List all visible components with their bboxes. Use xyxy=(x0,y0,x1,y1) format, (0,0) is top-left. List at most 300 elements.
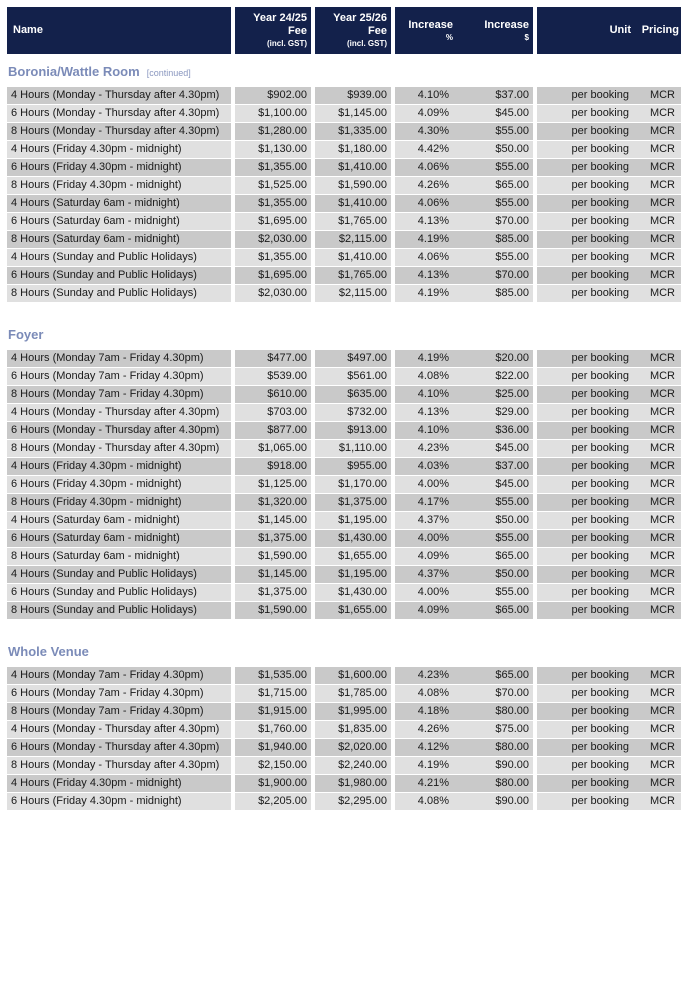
cell-fee-25-26: $1,110.00 xyxy=(315,440,391,458)
table-row xyxy=(7,249,681,267)
header-year2-line1: Year 25/26 xyxy=(333,12,387,24)
cell-unit: per booking xyxy=(537,422,635,440)
cell-fee-24-25: $1,065.00 xyxy=(235,440,311,458)
cell-increase-percent: 4.09% xyxy=(395,105,457,123)
table-row xyxy=(7,141,681,159)
cell-increase-dollar: $90.00 xyxy=(457,793,533,811)
cell-fee-25-26: $561.00 xyxy=(315,368,391,386)
cell-increase-percent: 4.08% xyxy=(395,368,457,386)
cell-fee-25-26: $497.00 xyxy=(315,350,391,368)
table-row xyxy=(7,386,681,404)
cell-unit: per booking xyxy=(537,123,635,141)
cell-pricing: MCR xyxy=(635,602,681,620)
cell-fee-24-25: $1,375.00 xyxy=(235,584,311,602)
cell-increase-percent: 4.21% xyxy=(395,775,457,793)
cell-increase-dollar: $50.00 xyxy=(457,512,533,530)
cell-pricing: MCR xyxy=(635,793,681,811)
cell-fee-24-25: $477.00 xyxy=(235,350,311,368)
cell-fee-24-25: $1,355.00 xyxy=(235,195,311,213)
cell-fee-25-26: $939.00 xyxy=(315,87,391,105)
cell-unit: per booking xyxy=(537,195,635,213)
cell-increase-percent: 4.37% xyxy=(395,512,457,530)
cell-increase-percent: 4.08% xyxy=(395,685,457,703)
header-inc-pct-sub: % xyxy=(445,32,453,42)
cell-name: 8 Hours (Monday 7am - Friday 4.30pm) xyxy=(7,386,231,404)
cell-pricing: MCR xyxy=(635,685,681,703)
table-header xyxy=(7,7,681,54)
section-header xyxy=(7,54,681,87)
cell-increase-percent: 4.06% xyxy=(395,249,457,267)
section-spacer xyxy=(7,620,681,634)
cell-increase-dollar: $55.00 xyxy=(457,530,533,548)
cell-fee-24-25: $918.00 xyxy=(235,458,311,476)
cell-pricing: MCR xyxy=(635,404,681,422)
cell-pricing: MCR xyxy=(635,177,681,195)
cell-name: 8 Hours (Monday - Thursday after 4.30pm) xyxy=(7,440,231,458)
cell-increase-dollar: $80.00 xyxy=(457,703,533,721)
table-row xyxy=(7,548,681,566)
table-row xyxy=(7,739,681,757)
cell-fee-24-25: $1,145.00 xyxy=(235,566,311,584)
cell-fee-25-26: $635.00 xyxy=(315,386,391,404)
cell-pricing: MCR xyxy=(635,739,681,757)
cell-pricing: MCR xyxy=(635,566,681,584)
cell-unit: per booking xyxy=(537,775,635,793)
cell-pricing: MCR xyxy=(635,105,681,123)
table-row xyxy=(7,512,681,530)
cell-fee-24-25: $1,535.00 xyxy=(235,667,311,685)
cell-increase-percent: 4.00% xyxy=(395,530,457,548)
cell-increase-percent: 4.19% xyxy=(395,350,457,368)
cell-pricing: MCR xyxy=(635,476,681,494)
cell-increase-dollar: $37.00 xyxy=(457,458,533,476)
cell-name: 6 Hours (Sunday and Public Holidays) xyxy=(7,267,231,285)
cell-fee-25-26: $2,020.00 xyxy=(315,739,391,757)
cell-unit: per booking xyxy=(537,584,635,602)
cell-unit: per booking xyxy=(537,739,635,757)
cell-name: 6 Hours (Monday - Thursday after 4.30pm) xyxy=(7,105,231,123)
cell-unit: per booking xyxy=(537,494,635,512)
cell-fee-25-26: $1,430.00 xyxy=(315,530,391,548)
cell-fee-24-25: $1,375.00 xyxy=(235,530,311,548)
cell-fee-24-25: $1,590.00 xyxy=(235,602,311,620)
cell-name: 8 Hours (Monday - Thursday after 4.30pm) xyxy=(7,757,231,775)
cell-unit: per booking xyxy=(537,602,635,620)
header-year2-line2: Fee xyxy=(368,25,387,37)
cell-unit: per booking xyxy=(537,793,635,811)
cell-increase-dollar: $36.00 xyxy=(457,422,533,440)
cell-pricing: MCR xyxy=(635,458,681,476)
cell-name: 6 Hours (Saturday 6am - midnight) xyxy=(7,530,231,548)
cell-increase-percent: 4.23% xyxy=(395,440,457,458)
cell-fee-25-26: $1,785.00 xyxy=(315,685,391,703)
cell-fee-25-26: $1,430.00 xyxy=(315,584,391,602)
cell-name: 8 Hours (Saturday 6am - midnight) xyxy=(7,548,231,566)
table-row xyxy=(7,87,681,105)
cell-fee-24-25: $902.00 xyxy=(235,87,311,105)
cell-fee-24-25: $1,320.00 xyxy=(235,494,311,512)
header-increase-dollar xyxy=(457,7,533,54)
cell-fee-25-26: $1,195.00 xyxy=(315,566,391,584)
cell-pricing: MCR xyxy=(635,350,681,368)
cell-increase-dollar: $75.00 xyxy=(457,721,533,739)
cell-fee-25-26: $1,180.00 xyxy=(315,141,391,159)
cell-fee-25-26: $1,335.00 xyxy=(315,123,391,141)
cell-unit: per booking xyxy=(537,285,635,303)
cell-name: 6 Hours (Friday 4.30pm - midnight) xyxy=(7,159,231,177)
cell-pricing: MCR xyxy=(635,530,681,548)
cell-fee-25-26: $1,410.00 xyxy=(315,195,391,213)
cell-fee-25-26: $1,995.00 xyxy=(315,703,391,721)
cell-unit: per booking xyxy=(537,141,635,159)
cell-increase-percent: 4.30% xyxy=(395,123,457,141)
table-row xyxy=(7,440,681,458)
cell-increase-percent: 4.19% xyxy=(395,757,457,775)
header-pricing: Pricing xyxy=(635,7,681,54)
header-year1-line2: Fee xyxy=(288,25,307,37)
cell-name: 4 Hours (Friday 4.30pm - midnight) xyxy=(7,458,231,476)
cell-fee-25-26: $1,765.00 xyxy=(315,213,391,231)
header-name: Name xyxy=(7,7,231,54)
cell-pricing: MCR xyxy=(635,775,681,793)
cell-increase-dollar: $55.00 xyxy=(457,584,533,602)
table-row xyxy=(7,793,681,811)
cell-unit: per booking xyxy=(537,721,635,739)
cell-increase-dollar: $25.00 xyxy=(457,386,533,404)
cell-increase-dollar: $55.00 xyxy=(457,195,533,213)
table-row xyxy=(7,458,681,476)
cell-fee-25-26: $732.00 xyxy=(315,404,391,422)
cell-name: 6 Hours (Sunday and Public Holidays) xyxy=(7,584,231,602)
section-title: Boronia/Wattle Room xyxy=(8,64,140,79)
cell-name: 4 Hours (Saturday 6am - midnight) xyxy=(7,512,231,530)
cell-increase-dollar: $65.00 xyxy=(457,602,533,620)
table-row xyxy=(7,195,681,213)
cell-name: 4 Hours (Friday 4.30pm - midnight) xyxy=(7,775,231,793)
cell-fee-24-25: $1,695.00 xyxy=(235,213,311,231)
cell-fee-24-25: $1,940.00 xyxy=(235,739,311,757)
cell-name: 4 Hours (Monday - Thursday after 4.30pm) xyxy=(7,87,231,105)
cell-name: 8 Hours (Monday 7am - Friday 4.30pm) xyxy=(7,703,231,721)
cell-increase-percent: 4.12% xyxy=(395,739,457,757)
table-body xyxy=(7,54,681,811)
cell-fee-24-25: $1,715.00 xyxy=(235,685,311,703)
header-inc-usd-sub: $ xyxy=(524,32,529,42)
table-row xyxy=(7,775,681,793)
cell-fee-24-25: $1,355.00 xyxy=(235,249,311,267)
cell-increase-percent: 4.13% xyxy=(395,267,457,285)
table-row xyxy=(7,404,681,422)
table-row xyxy=(7,159,681,177)
cell-fee-24-25: $2,030.00 xyxy=(235,231,311,249)
cell-increase-dollar: $65.00 xyxy=(457,548,533,566)
table-row xyxy=(7,105,681,123)
cell-unit: per booking xyxy=(537,368,635,386)
cell-increase-dollar: $45.00 xyxy=(457,476,533,494)
cell-fee-25-26: $1,195.00 xyxy=(315,512,391,530)
cell-increase-dollar: $45.00 xyxy=(457,440,533,458)
cell-increase-dollar: $50.00 xyxy=(457,141,533,159)
section-title: Whole Venue xyxy=(8,644,89,659)
cell-unit: per booking xyxy=(537,105,635,123)
cell-increase-dollar: $80.00 xyxy=(457,775,533,793)
cell-name: 4 Hours (Sunday and Public Holidays) xyxy=(7,249,231,267)
header-year2-sub: (incl. GST) xyxy=(347,39,387,48)
cell-increase-percent: 4.17% xyxy=(395,494,457,512)
cell-increase-percent: 4.37% xyxy=(395,566,457,584)
cell-increase-percent: 4.06% xyxy=(395,159,457,177)
cell-pricing: MCR xyxy=(635,494,681,512)
cell-increase-percent: 4.00% xyxy=(395,584,457,602)
cell-name: 6 Hours (Monday - Thursday after 4.30pm) xyxy=(7,422,231,440)
table-row xyxy=(7,566,681,584)
table-row xyxy=(7,123,681,141)
cell-name: 8 Hours (Friday 4.30pm - midnight) xyxy=(7,494,231,512)
cell-name: 4 Hours (Friday 4.30pm - midnight) xyxy=(7,141,231,159)
table-row xyxy=(7,530,681,548)
cell-unit: per booking xyxy=(537,703,635,721)
cell-pricing: MCR xyxy=(635,757,681,775)
fees-table xyxy=(7,7,681,811)
cell-increase-percent: 4.00% xyxy=(395,476,457,494)
header-unit: Unit xyxy=(537,7,635,54)
cell-increase-dollar: $37.00 xyxy=(457,87,533,105)
cell-fee-24-25: $1,100.00 xyxy=(235,105,311,123)
cell-unit: per booking xyxy=(537,667,635,685)
cell-increase-percent: 4.18% xyxy=(395,703,457,721)
cell-name: 4 Hours (Saturday 6am - midnight) xyxy=(7,195,231,213)
cell-unit: per booking xyxy=(537,476,635,494)
cell-fee-24-25: $1,760.00 xyxy=(235,721,311,739)
table-row xyxy=(7,213,681,231)
cell-unit: per booking xyxy=(537,87,635,105)
cell-increase-percent: 4.13% xyxy=(395,404,457,422)
section-header xyxy=(7,317,681,350)
cell-fee-24-25: $1,355.00 xyxy=(235,159,311,177)
cell-pricing: MCR xyxy=(635,213,681,231)
cell-increase-percent: 4.06% xyxy=(395,195,457,213)
cell-name: 8 Hours (Sunday and Public Holidays) xyxy=(7,285,231,303)
cell-pricing: MCR xyxy=(635,141,681,159)
cell-fee-24-25: $1,695.00 xyxy=(235,267,311,285)
cell-increase-dollar: $90.00 xyxy=(457,757,533,775)
cell-fee-24-25: $1,525.00 xyxy=(235,177,311,195)
cell-fee-24-25: $1,280.00 xyxy=(235,123,311,141)
cell-unit: per booking xyxy=(537,458,635,476)
cell-fee-25-26: $1,655.00 xyxy=(315,548,391,566)
table-row xyxy=(7,584,681,602)
cell-fee-25-26: $1,410.00 xyxy=(315,249,391,267)
cell-pricing: MCR xyxy=(635,584,681,602)
cell-name: 4 Hours (Monday 7am - Friday 4.30pm) xyxy=(7,350,231,368)
cell-increase-dollar: $55.00 xyxy=(457,123,533,141)
cell-pricing: MCR xyxy=(635,548,681,566)
cell-increase-percent: 4.10% xyxy=(395,87,457,105)
cell-name: 6 Hours (Monday - Thursday after 4.30pm) xyxy=(7,739,231,757)
cell-increase-dollar: $20.00 xyxy=(457,350,533,368)
table-row xyxy=(7,476,681,494)
cell-increase-percent: 4.10% xyxy=(395,422,457,440)
cell-increase-dollar: $70.00 xyxy=(457,213,533,231)
header-year-25-26 xyxy=(315,7,391,54)
cell-fee-24-25: $1,590.00 xyxy=(235,548,311,566)
cell-increase-percent: 4.03% xyxy=(395,458,457,476)
cell-unit: per booking xyxy=(537,512,635,530)
cell-increase-dollar: $85.00 xyxy=(457,285,533,303)
cell-increase-dollar: $55.00 xyxy=(457,249,533,267)
cell-fee-25-26: $1,145.00 xyxy=(315,105,391,123)
cell-pricing: MCR xyxy=(635,159,681,177)
cell-name: 8 Hours (Monday - Thursday after 4.30pm) xyxy=(7,123,231,141)
cell-increase-dollar: $70.00 xyxy=(457,267,533,285)
cell-increase-percent: 4.08% xyxy=(395,793,457,811)
cell-increase-dollar: $22.00 xyxy=(457,368,533,386)
cell-pricing: MCR xyxy=(635,721,681,739)
header-increase-percent xyxy=(395,7,457,54)
section-title: Foyer xyxy=(8,327,44,342)
cell-pricing: MCR xyxy=(635,667,681,685)
cell-name: 4 Hours (Monday - Thursday after 4.30pm) xyxy=(7,721,231,739)
cell-increase-dollar: $29.00 xyxy=(457,404,533,422)
cell-fee-25-26: $1,590.00 xyxy=(315,177,391,195)
header-year1-sub: (incl. GST) xyxy=(267,39,307,48)
cell-increase-percent: 4.19% xyxy=(395,285,457,303)
cell-name: 4 Hours (Sunday and Public Holidays) xyxy=(7,566,231,584)
cell-fee-25-26: $1,655.00 xyxy=(315,602,391,620)
cell-fee-24-25: $1,130.00 xyxy=(235,141,311,159)
cell-unit: per booking xyxy=(537,440,635,458)
cell-unit: per booking xyxy=(537,566,635,584)
cell-fee-25-26: $1,375.00 xyxy=(315,494,391,512)
cell-pricing: MCR xyxy=(635,195,681,213)
cell-fee-24-25: $1,900.00 xyxy=(235,775,311,793)
cell-fee-25-26: $2,295.00 xyxy=(315,793,391,811)
table-row xyxy=(7,602,681,620)
cell-increase-percent: 4.42% xyxy=(395,141,457,159)
cell-pricing: MCR xyxy=(635,123,681,141)
fees-document xyxy=(7,7,677,811)
cell-unit: per booking xyxy=(537,177,635,195)
cell-fee-24-25: $1,125.00 xyxy=(235,476,311,494)
cell-name: 6 Hours (Monday 7am - Friday 4.30pm) xyxy=(7,368,231,386)
cell-pricing: MCR xyxy=(635,87,681,105)
cell-fee-25-26: $913.00 xyxy=(315,422,391,440)
table-row xyxy=(7,177,681,195)
cell-increase-dollar: $55.00 xyxy=(457,159,533,177)
section-spacer xyxy=(7,303,681,317)
cell-unit: per booking xyxy=(537,386,635,404)
cell-pricing: MCR xyxy=(635,422,681,440)
cell-increase-percent: 4.23% xyxy=(395,667,457,685)
cell-pricing: MCR xyxy=(635,285,681,303)
table-row xyxy=(7,267,681,285)
cell-unit: per booking xyxy=(537,757,635,775)
cell-fee-25-26: $1,765.00 xyxy=(315,267,391,285)
cell-increase-dollar: $70.00 xyxy=(457,685,533,703)
cell-unit: per booking xyxy=(537,249,635,267)
table-row xyxy=(7,667,681,685)
cell-fee-25-26: $2,115.00 xyxy=(315,231,391,249)
table-row xyxy=(7,721,681,739)
cell-fee-25-26: $2,240.00 xyxy=(315,757,391,775)
section-continued-note: [continued] xyxy=(146,68,191,78)
cell-fee-24-25: $1,145.00 xyxy=(235,512,311,530)
cell-name: 6 Hours (Friday 4.30pm - midnight) xyxy=(7,793,231,811)
header-year1-line1: Year 24/25 xyxy=(253,12,307,24)
cell-unit: per booking xyxy=(537,231,635,249)
cell-unit: per booking xyxy=(537,267,635,285)
cell-name: 4 Hours (Monday 7am - Friday 4.30pm) xyxy=(7,667,231,685)
section-header xyxy=(7,634,681,667)
cell-fee-24-25: $2,030.00 xyxy=(235,285,311,303)
cell-fee-24-25: $2,205.00 xyxy=(235,793,311,811)
table-row xyxy=(7,494,681,512)
table-row xyxy=(7,231,681,249)
cell-pricing: MCR xyxy=(635,703,681,721)
cell-increase-dollar: $65.00 xyxy=(457,177,533,195)
cell-fee-24-25: $877.00 xyxy=(235,422,311,440)
cell-increase-percent: 4.10% xyxy=(395,386,457,404)
cell-unit: per booking xyxy=(537,213,635,231)
cell-fee-24-25: $1,915.00 xyxy=(235,703,311,721)
cell-increase-dollar: $55.00 xyxy=(457,494,533,512)
cell-increase-percent: 4.09% xyxy=(395,602,457,620)
cell-increase-dollar: $85.00 xyxy=(457,231,533,249)
cell-increase-dollar: $50.00 xyxy=(457,566,533,584)
cell-fee-25-26: $1,600.00 xyxy=(315,667,391,685)
cell-pricing: MCR xyxy=(635,368,681,386)
table-row xyxy=(7,350,681,368)
cell-pricing: MCR xyxy=(635,440,681,458)
cell-unit: per booking xyxy=(537,548,635,566)
header-inc-pct-line1: Increase xyxy=(408,18,453,31)
cell-pricing: MCR xyxy=(635,512,681,530)
cell-increase-percent: 4.26% xyxy=(395,721,457,739)
cell-name: 4 Hours (Monday - Thursday after 4.30pm) xyxy=(7,404,231,422)
header-year-24-25 xyxy=(235,7,311,54)
cell-increase-percent: 4.13% xyxy=(395,213,457,231)
cell-increase-dollar: $45.00 xyxy=(457,105,533,123)
table-row xyxy=(7,422,681,440)
cell-name: 6 Hours (Monday 7am - Friday 4.30pm) xyxy=(7,685,231,703)
cell-fee-24-25: $539.00 xyxy=(235,368,311,386)
cell-fee-25-26: $1,980.00 xyxy=(315,775,391,793)
cell-name: 6 Hours (Saturday 6am - midnight) xyxy=(7,213,231,231)
cell-fee-25-26: $1,835.00 xyxy=(315,721,391,739)
cell-increase-dollar: $80.00 xyxy=(457,739,533,757)
table-row xyxy=(7,703,681,721)
table-row xyxy=(7,685,681,703)
cell-unit: per booking xyxy=(537,530,635,548)
cell-pricing: MCR xyxy=(635,386,681,404)
cell-fee-24-25: $2,150.00 xyxy=(235,757,311,775)
cell-increase-percent: 4.09% xyxy=(395,548,457,566)
header-inc-usd-line1: Increase xyxy=(484,18,529,31)
cell-unit: per booking xyxy=(537,404,635,422)
cell-increase-percent: 4.26% xyxy=(395,177,457,195)
cell-unit: per booking xyxy=(537,159,635,177)
cell-fee-25-26: $1,410.00 xyxy=(315,159,391,177)
cell-increase-dollar: $65.00 xyxy=(457,667,533,685)
cell-pricing: MCR xyxy=(635,231,681,249)
cell-pricing: MCR xyxy=(635,249,681,267)
cell-unit: per booking xyxy=(537,685,635,703)
cell-fee-25-26: $2,115.00 xyxy=(315,285,391,303)
table-row xyxy=(7,368,681,386)
cell-increase-percent: 4.19% xyxy=(395,231,457,249)
cell-fee-24-25: $703.00 xyxy=(235,404,311,422)
cell-name: 8 Hours (Saturday 6am - midnight) xyxy=(7,231,231,249)
